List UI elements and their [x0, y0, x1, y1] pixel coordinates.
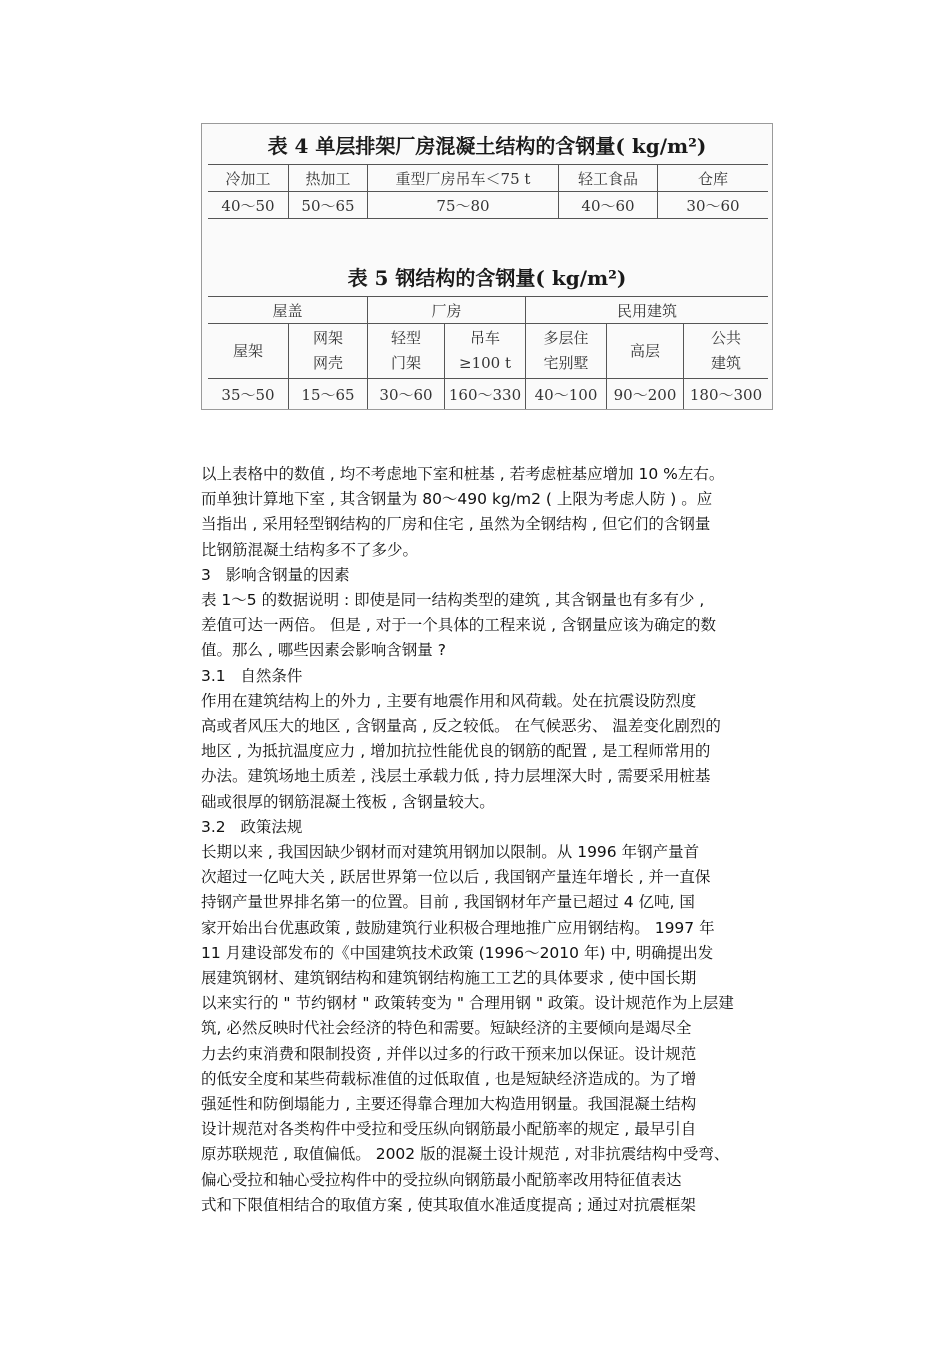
text-line: 办法。建筑场地土质差 , 浅层土承载力低 , 持力层埋深大时 , 需要采用桩基: [201, 767, 711, 786]
text-line: 强延性和防倒塌能力 , 主要还得靠合理加大构造用钢量。我国混凝土结构: [201, 1095, 697, 1114]
table4-value-cell: 50～65: [289, 192, 368, 219]
table5-caption: 表 5 钢结构的含钢量( kg/m²): [347, 266, 627, 290]
table5-group-cell: 厂房: [368, 297, 526, 324]
text-line: 础或很厚的钢筋混凝土筏板 , 含钢量较大。: [201, 792, 495, 811]
text-line: 设计规范对各类构件中受拉和受压纵向钢筋最小配筋率的规定 , 最早引自: [201, 1120, 697, 1139]
table5-value-cell: 90～200: [607, 379, 684, 410]
text-line: 长期以来 , 我国因缺少钢材而对建筑用钢加以限制。从 1996 年钢产量首: [201, 843, 700, 862]
table4-header-cell: 仓库: [658, 165, 769, 192]
table5-value-row: [208, 379, 768, 410]
table5-header-cell: 公共 建筑: [684, 324, 769, 379]
text-line: 作用在建筑结构上的外力 , 主要有地震作用和风荷载。处在抗震设防烈度: [201, 691, 697, 710]
text-line: 偏心受拉和轴心受拉构件中的受拉纵向钢筋最小配筋率改用特征值表达: [201, 1170, 682, 1189]
text-line: 次超过一亿吨大关 , 跃居世界第一位以后 , 我国钢产量连年增长 , 并一直保: [201, 868, 711, 887]
text-line: 表 1～5 的数据说明 : 即使是同一结构类型的建筑 , 其含钢量也有多有少 ,: [201, 591, 705, 610]
text-line: 而单独计算地下室 , 其含钢量为 80～490 kg/m2 ( 上限为考虑人防 ) 。应: [201, 490, 713, 509]
text-line: 值。那么 , 哪些因素会影响含钢量 ?: [201, 641, 446, 660]
text-line: 地区 , 为抵抗温度应力 , 增加抗拉性能优良的钢筋的配置 , 是工程师常用的: [201, 742, 711, 761]
table4-value-row: [208, 192, 768, 219]
table4-header-cell: 热加工: [289, 165, 368, 192]
text-line: 力去约束消费和限制投资 , 并伴以过多的行政干预来加以保证。设计规范: [201, 1044, 697, 1063]
table5-header-cell: 网架 网壳: [289, 324, 368, 379]
text-line: 筑, 必然反映时代社会经济的特色和需要。短缺经济的主要倾向是竭尽全: [201, 1019, 692, 1038]
table5-header-cell: 多层住 宅别墅: [526, 324, 607, 379]
text-line: 以上表格中的数值 , 均不考虑地下室和桩基 , 若考虑桩基应增加 10 %左右。: [201, 465, 725, 483]
text-line: 展建筑钢材、建筑钢结构和建筑钢结构施工工艺的具体要求 , 使中国长期: [201, 969, 697, 988]
table4-header-row: [208, 165, 768, 192]
table4: [208, 164, 768, 219]
text-line: 式和下限值相结合的取值方案 , 使其取值水准适度提高 ; 通过对抗震框架: [201, 1195, 696, 1214]
table4-header-cell: 冷加工: [208, 165, 289, 192]
table5-header-row: [208, 324, 768, 379]
table5-value-cell: 40～100: [526, 379, 607, 410]
table4-value-cell: 75～80: [368, 192, 559, 219]
text-line: 当指出 , 采用轻型钢结构的厂房和住宅 , 虽然为全钢结构 , 但它们的含钢量: [201, 515, 711, 534]
subsection-heading: 3.2 政策法规: [201, 817, 303, 836]
text-line: 差值可达一两倍。 但是 , 对于一个具体的工程来说 , 含钢量应该为确定的数: [201, 616, 716, 635]
table4-header-cell: 轻工食品: [559, 165, 658, 192]
table5: [208, 296, 768, 410]
table4-value-cell: 30～60: [658, 192, 769, 219]
subsection-heading: 3.1 自然条件: [201, 666, 303, 685]
text-line: 以来实行的 " 节约钢材 " 政策转变为 " 合理用钢 " 政策。设计规范作为上层建: [201, 994, 734, 1013]
body-text: [201, 462, 811, 1218]
table5-value-cell: 30～60: [368, 379, 445, 410]
table5-header-cell: 吊车 ≥100 t: [445, 324, 526, 379]
table5-group-cell: 民用建筑: [526, 297, 769, 324]
table5-header-cell: 高层: [607, 324, 684, 379]
section-heading: 3 影响含钢量的因素: [201, 565, 350, 584]
table5-group-cell: 屋盖: [208, 297, 368, 324]
table5-value-cell: 15～65: [289, 379, 368, 410]
table5-value-cell: 180～300: [684, 379, 769, 410]
table5-value-cell: 35～50: [208, 379, 289, 410]
text-line: 持钢产量世界排名第一的位置。目前 , 我国钢材年产量已超过 4 亿吨, 国: [201, 893, 695, 912]
text-line: 高或者风压大的地区 , 含钢量高 , 反之较低。 在气候恶劣、 温差变化剧烈的: [201, 717, 721, 736]
text-line: 家开始出台优惠政策 , 鼓励建筑行业积极合理地推广应用钢结构。 1997 年: [201, 918, 715, 937]
table5-header-cell: 轻型 门架: [368, 324, 445, 379]
tables-image: [201, 123, 773, 410]
table5-header-cell: 屋架: [208, 324, 289, 379]
table4-header-cell: 重型厂房吊车＜75 t: [368, 165, 559, 192]
text-line: 的低安全度和某些荷载标准值的过低取值 , 也是短缺经济造成的。为了增: [201, 1069, 697, 1088]
table4-value-cell: 40～50: [208, 192, 289, 219]
text-line: 11 月建设部发布的《中国建筑技术政策 (1996～2010 年) 中, 明确提出发: [201, 943, 714, 962]
text-line: 原苏联规范 , 取值偏低。 2002 版的混凝土设计规范 , 对非抗震结构中受弯、: [201, 1145, 730, 1164]
text-line: 比钢筋混凝土结构多不了多少。: [201, 540, 419, 559]
table5-group-row: [208, 297, 768, 324]
table4-value-cell: 40～60: [559, 192, 658, 219]
table5-value-cell: 160～330: [445, 379, 526, 410]
table4-caption: 表 4 单层排架厂房混凝土结构的含钢量( kg/m²): [267, 134, 707, 158]
